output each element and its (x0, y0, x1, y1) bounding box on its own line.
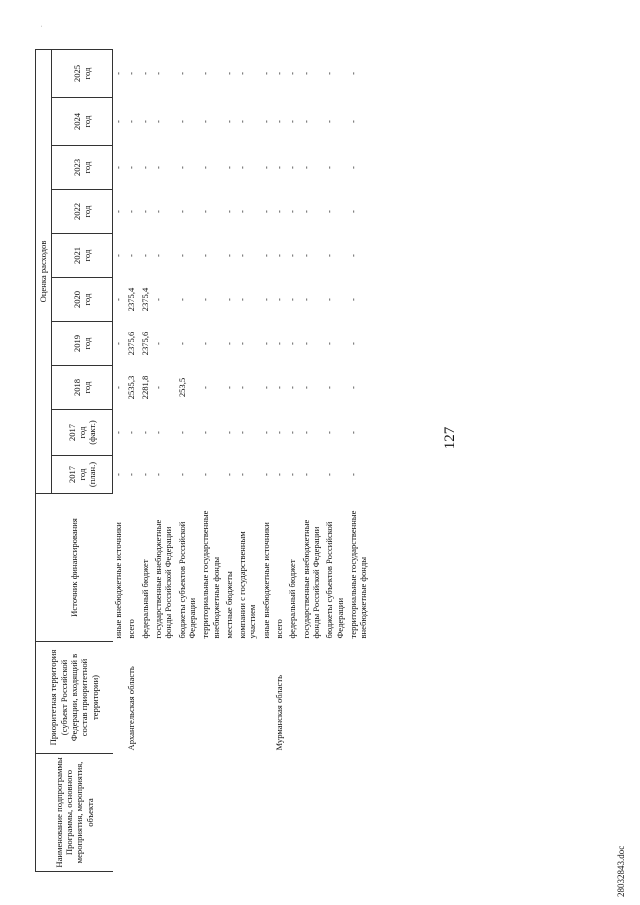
row-source: всего (126, 619, 137, 639)
row-value: - (324, 254, 335, 257)
row-value: - (300, 72, 311, 75)
table-row (234, 49, 258, 871)
row-value: - (152, 386, 163, 389)
table-row (221, 49, 234, 871)
row-value: - (274, 298, 285, 301)
header-year: 2019 год (52, 322, 113, 366)
row-value: - (274, 254, 285, 257)
row-territory (150, 642, 174, 754)
row-territory (197, 642, 221, 754)
row-value: - (347, 342, 358, 345)
header-year: 2017 год (факт.) (52, 410, 113, 456)
row-value: - (300, 431, 311, 434)
row-name (258, 754, 271, 872)
row-value: - (223, 210, 234, 213)
row-source: федеральный бюджет (287, 559, 298, 639)
row-value: - (237, 254, 248, 257)
row-value: - (274, 386, 285, 389)
row-value: - (152, 72, 163, 75)
row-value: - (237, 166, 248, 169)
row-value: - (176, 298, 187, 301)
row-source: иные внебюджетные источники (260, 522, 271, 639)
row-value: - (139, 166, 150, 169)
row-value: - (347, 254, 358, 257)
row-value: - (200, 254, 211, 257)
row-name (234, 754, 258, 872)
row-value: - (126, 431, 137, 434)
row-territory (174, 642, 198, 754)
row-territory (137, 642, 150, 754)
row-value: - (176, 431, 187, 434)
row-value: - (176, 166, 187, 169)
row-value: - (237, 386, 248, 389)
row-value: - (176, 72, 187, 75)
row-value: - (300, 254, 311, 257)
row-territory (321, 642, 345, 754)
row-value: - (223, 166, 234, 169)
row-value: - (260, 254, 271, 257)
row-value: - (260, 298, 271, 301)
row-value: - (347, 72, 358, 75)
row-value: - (347, 473, 358, 476)
header-year: 2022 год (52, 190, 113, 234)
row-value: - (126, 473, 137, 476)
row-territory: Архангельская область (126, 666, 137, 751)
row-value: - (223, 386, 234, 389)
row-value: - (113, 254, 123, 257)
row-value: - (237, 72, 248, 75)
row-value: - (126, 210, 137, 213)
row-value: - (324, 210, 335, 213)
row-value: - (200, 210, 211, 213)
row-name (197, 754, 221, 872)
row-value: - (324, 72, 335, 75)
row-value: - (152, 120, 163, 123)
row-value: - (223, 473, 234, 476)
row-value: - (223, 254, 234, 257)
table-row (284, 49, 297, 871)
row-value: - (274, 431, 285, 434)
row-value: - (139, 210, 150, 213)
row-value: - (287, 72, 298, 75)
row-value: - (274, 210, 285, 213)
row-value: - (223, 72, 234, 75)
row-territory (258, 642, 271, 754)
row-source: федеральный бюджет (139, 559, 150, 639)
row-value: - (139, 120, 150, 123)
document-code: 28032843.doc (616, 845, 626, 897)
row-value: - (260, 431, 271, 434)
row-value: - (300, 473, 311, 476)
row-value: - (113, 72, 123, 75)
header-year: 2023 год (52, 146, 113, 190)
row-value: - (324, 342, 335, 345)
row-value: - (260, 72, 271, 75)
header-year: 2021 год (52, 234, 113, 278)
row-value: - (300, 166, 311, 169)
row-source: территориальные государственные внебюджетные фонды (347, 510, 369, 639)
row-name (298, 754, 322, 872)
row-value: - (152, 473, 163, 476)
row-value: - (152, 298, 163, 301)
row-value: - (287, 210, 298, 213)
table-row (321, 49, 345, 871)
header-year: 2017 год (план.) (52, 456, 113, 494)
header-year: 2025 год (52, 49, 113, 97)
row-value: - (324, 431, 335, 434)
row-value: - (260, 120, 271, 123)
table-row (150, 49, 174, 871)
row-value: - (200, 342, 211, 345)
row-value: - (113, 210, 123, 213)
row-value: - (260, 342, 271, 345)
row-value: - (176, 254, 187, 257)
row-value: - (237, 298, 248, 301)
row-name (271, 754, 284, 872)
row-value: - (237, 431, 248, 434)
scan-mark: . (36, 25, 44, 27)
row-source: местные бюджеты (223, 571, 234, 639)
row-value: - (176, 120, 187, 123)
row-name (137, 754, 150, 872)
row-value: - (223, 120, 234, 123)
row-value: 2375,6 (126, 331, 137, 356)
row-name (174, 754, 198, 872)
row-source: бюджеты субъектов Российской Федерации (324, 521, 345, 639)
row-value: - (237, 120, 248, 123)
row-value: - (260, 473, 271, 476)
row-value: - (237, 210, 248, 213)
row-value: - (274, 342, 285, 345)
header-year: 2018 год (52, 366, 113, 410)
row-value: - (223, 298, 234, 301)
row-value: - (300, 298, 311, 301)
row-value: - (287, 254, 298, 257)
row-value: - (139, 254, 150, 257)
row-value: - (139, 431, 150, 434)
row-value: - (113, 342, 123, 345)
header-source: Источник финансирования (36, 494, 113, 642)
row-territory (221, 642, 234, 754)
row-value: 2375,4 (139, 287, 150, 312)
row-value: - (324, 120, 335, 123)
header-territory: Приоритетная территория (субъект Российской Федерации, входящий в состав приоритетной территории) (36, 642, 113, 754)
row-value: - (287, 298, 298, 301)
row-value: - (176, 210, 187, 213)
row-name (345, 754, 369, 872)
row-value: - (347, 386, 358, 389)
row-value: 2375,6 (139, 331, 150, 356)
row-value: - (113, 386, 123, 389)
table-row (345, 49, 369, 871)
table-row (174, 49, 198, 871)
row-value: - (223, 431, 234, 434)
row-source: государственные внебюджетные фонды Российской Федерации (300, 519, 321, 639)
row-territory (284, 642, 297, 754)
table-row (271, 49, 284, 871)
row-value: - (274, 473, 285, 476)
row-territory (345, 642, 369, 754)
row-value: - (126, 166, 137, 169)
row-name (150, 754, 174, 872)
row-value: - (126, 120, 137, 123)
table-row (123, 49, 136, 871)
row-value: 2375,4 (126, 287, 137, 312)
row-value: - (324, 473, 335, 476)
row-value: - (113, 120, 123, 123)
row-value: - (223, 342, 234, 345)
row-territory: Мурманская область (274, 674, 285, 751)
row-value: - (139, 72, 150, 75)
row-value: - (324, 386, 335, 389)
table-row (113, 49, 124, 871)
row-name (321, 754, 345, 872)
row-value: - (324, 298, 335, 301)
row-value: - (260, 166, 271, 169)
header-year: 2020 год (52, 278, 113, 322)
row-value: - (126, 72, 137, 75)
row-value: - (260, 210, 271, 213)
row-source: территориальные государственные внебюджетные фонды (200, 510, 221, 639)
table-body (113, 49, 369, 871)
row-value: - (200, 166, 211, 169)
row-value: - (152, 166, 163, 169)
row-value: - (347, 166, 358, 169)
row-value: - (152, 342, 163, 345)
table-row (298, 49, 322, 871)
row-value: - (300, 120, 311, 123)
row-value: - (260, 386, 271, 389)
row-value: - (237, 342, 248, 345)
header-year: 2024 год (52, 98, 113, 146)
row-territory (298, 642, 322, 754)
row-value: - (274, 120, 285, 123)
row-value: - (200, 72, 211, 75)
row-value: - (139, 473, 150, 476)
page-number: 127 (442, 426, 458, 450)
row-value: - (200, 386, 211, 389)
row-value: - (237, 473, 248, 476)
table-row (258, 49, 271, 871)
row-source: всего (274, 619, 285, 639)
row-value: - (274, 166, 285, 169)
row-value: - (113, 298, 123, 301)
row-value: 2535,3 (126, 375, 137, 400)
row-value: - (347, 298, 358, 301)
row-value: - (113, 473, 123, 476)
row-source: бюджеты субъектов Российской Федерации (176, 521, 197, 639)
row-name (123, 754, 136, 872)
row-value: - (347, 120, 358, 123)
row-territory (234, 642, 258, 754)
row-value: - (300, 342, 311, 345)
row-value: - (126, 254, 137, 257)
row-value: - (152, 254, 163, 257)
row-value: - (152, 431, 163, 434)
row-value: - (347, 431, 358, 434)
row-value: - (300, 210, 311, 213)
row-source: государственные внебюджетные фонды Российской Федерации (152, 519, 174, 639)
row-value: - (176, 473, 187, 476)
row-value: - (347, 210, 358, 213)
row-source: иные внебюджетные источники (112, 522, 123, 639)
row-value: - (287, 120, 298, 123)
row-value: - (287, 386, 298, 389)
row-value: - (287, 431, 298, 434)
header-expenses: Оценка расходов (36, 49, 52, 493)
row-value: 253,5 (176, 377, 187, 398)
row-value: - (287, 473, 298, 476)
budget-table (35, 49, 369, 872)
header-name: Наименование подпрограммы Программы, основного мероприятия, мероприятия, объекта (36, 754, 113, 872)
row-value: - (200, 298, 211, 301)
row-source: компании с государственным участием (237, 531, 258, 639)
row-value: - (324, 166, 335, 169)
row-value: 2281,8 (139, 375, 150, 400)
table-row (137, 49, 150, 871)
row-value: - (200, 473, 211, 476)
row-value: - (287, 166, 298, 169)
row-value: - (300, 386, 311, 389)
row-value: - (152, 210, 163, 213)
row-value: - (200, 120, 211, 123)
row-value: - (287, 342, 298, 345)
row-name (113, 754, 124, 872)
table-row (197, 49, 221, 871)
row-value: - (274, 72, 285, 75)
row-territory (113, 642, 124, 754)
row-value: - (200, 431, 211, 434)
row-value: - (113, 166, 123, 169)
row-name (221, 754, 234, 872)
row-value: - (176, 342, 187, 345)
row-name (284, 754, 297, 872)
row-value: - (113, 431, 123, 434)
